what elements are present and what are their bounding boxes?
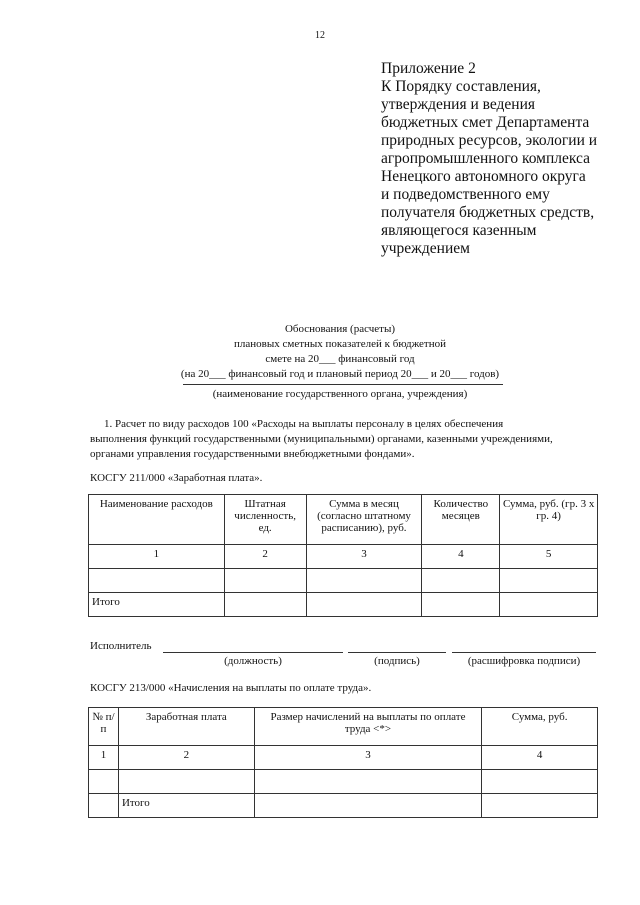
section-paragraph [90, 417, 598, 462]
salary-table [88, 494, 598, 617]
appendix-line: К Порядку составления, [381, 78, 541, 95]
table-cell[interactable] [118, 770, 254, 794]
appendix-line: являющегося казенным [381, 222, 537, 239]
appendix-line: Ненецкого автономного округа [381, 168, 586, 185]
paragraph-line: выполнения функций государственными (муниципальными) органами, казенными учреждениями, [90, 433, 553, 445]
appendix-line: учреждением [381, 240, 470, 257]
column-header: Штатная численность, ед. [224, 495, 306, 545]
appendix-line: агропромышленного комплекса [381, 150, 590, 167]
table-cell[interactable] [224, 593, 306, 617]
table-cell[interactable] [482, 794, 598, 818]
kosgu-211-heading: КОСГУ 211/000 «Заработная плата». [90, 472, 263, 484]
table-cell[interactable] [254, 794, 482, 818]
table-cell[interactable] [224, 569, 306, 593]
column-number: 2 [224, 545, 306, 569]
paragraph-line: органами управления государственными внебюджетными фондами». [90, 448, 415, 460]
table-cell[interactable] [500, 593, 598, 617]
appendix-line: бюджетных смет Департамента [381, 114, 590, 131]
table-cell[interactable] [89, 569, 225, 593]
table-cell[interactable] [500, 569, 598, 593]
table-total-row [89, 794, 598, 818]
table-cell[interactable] [89, 770, 119, 794]
signature-line[interactable] [348, 652, 446, 653]
kosgu-213-heading: КОСГУ 213/000 «Начисления на выплаты по оплате труда». [90, 682, 372, 694]
column-number: 3 [254, 746, 482, 770]
column-number: 1 [89, 545, 225, 569]
appendix-line: природных ресурсов, экологии и [381, 132, 598, 149]
total-label: Итого [89, 593, 225, 617]
table-row [89, 569, 598, 593]
title-line: плановых сметных показателей к бюджетной [234, 338, 446, 350]
appendix-line: и подведомственного ему [381, 186, 550, 203]
column-header: Сумма, руб. [482, 708, 598, 746]
title-line: Обоснования (расчеты) [284, 323, 396, 335]
title-line: (на 20___ финансовый год и плановый период 20___ и 20___ годов) [180, 368, 500, 380]
appendix-line: получателя бюджетных средств, [381, 204, 595, 221]
signature-label: (подпись) [374, 655, 420, 667]
table-cell[interactable] [422, 593, 500, 617]
appendix-line: Приложение 2 [381, 60, 476, 77]
column-number: 5 [500, 545, 598, 569]
table-total-row [89, 593, 598, 617]
org-name-label: (наименование государственного органа, учреждения) [212, 388, 468, 400]
table-number-row [89, 746, 598, 770]
paragraph-line: 1. Расчет по виду расходов 100 «Расходы на выплаты персоналу в целях обеспечения [104, 418, 504, 430]
table-cell[interactable] [482, 770, 598, 794]
position-label: (должность) [224, 655, 282, 667]
column-header: Сумма, руб. (гр. 3 x гр. 4) [500, 495, 598, 545]
document-title [90, 322, 590, 382]
column-header: Наименование расходов [89, 495, 225, 545]
column-header: № п/п [89, 708, 119, 746]
accruals-table [88, 707, 598, 818]
table-cell[interactable] [306, 569, 422, 593]
table-cell[interactable] [254, 770, 482, 794]
table-cell[interactable] [306, 593, 422, 617]
column-header: Количество месяцев [422, 495, 500, 545]
page-number: 12 [315, 30, 325, 41]
table-cell[interactable] [89, 794, 119, 818]
column-number: 4 [422, 545, 500, 569]
total-label: Итого [118, 794, 254, 818]
table-header-row [89, 495, 598, 545]
column-header: Заработная плата [118, 708, 254, 746]
column-number: 2 [118, 746, 254, 770]
position-line[interactable] [163, 652, 343, 653]
org-name-line [183, 384, 503, 385]
table-cell[interactable] [422, 569, 500, 593]
column-number: 1 [89, 746, 119, 770]
appendix-line: утверждения и ведения [381, 96, 536, 113]
column-header: Размер начислений на выплаты по оплате труда <*> [254, 708, 482, 746]
table-row [89, 770, 598, 794]
table-header-row [89, 708, 598, 746]
decoding-label: (расшифровка подписи) [467, 655, 581, 667]
title-line: смете на 20___ финансовый год [265, 353, 415, 365]
decoding-line[interactable] [452, 652, 596, 653]
executor-label: Исполнитель [90, 640, 152, 652]
appendix-header [381, 60, 621, 258]
column-number: 3 [306, 545, 422, 569]
column-header: Сумма в месяц (согласно штатному расписанию), руб. [306, 495, 422, 545]
column-number: 4 [482, 746, 598, 770]
table-number-row [89, 545, 598, 569]
